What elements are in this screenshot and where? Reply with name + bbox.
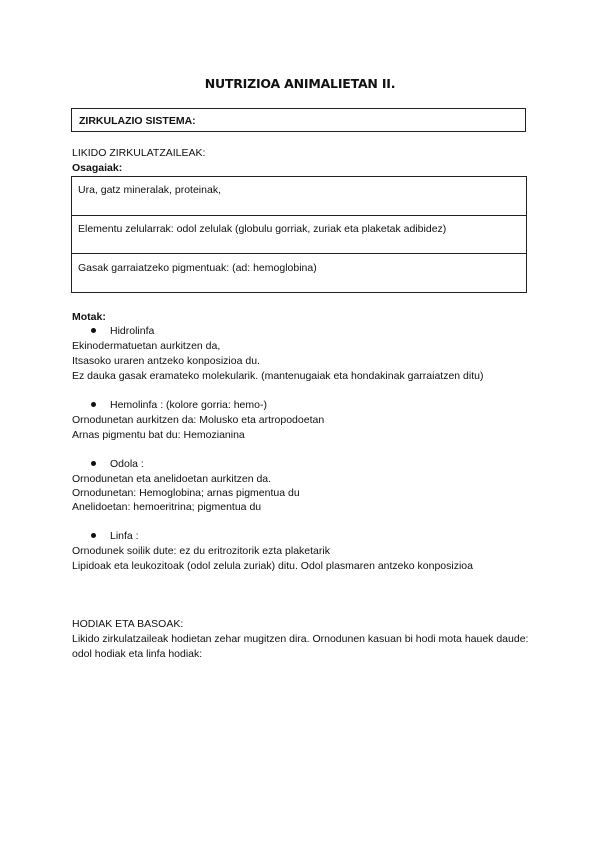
page-title: NUTRIZIOA ANIMALIETAN II. bbox=[204, 76, 396, 91]
components-row bbox=[72, 254, 526, 292]
bullet-icon bbox=[91, 461, 96, 466]
type-line: Arnas pigmentu bat du: Hemozianina bbox=[72, 429, 245, 441]
bullet-icon bbox=[91, 533, 96, 538]
type-line: Ornodunetan aurkitzen da: Molusko eta artropodoetan bbox=[72, 414, 325, 426]
section-heading-box bbox=[71, 108, 526, 132]
components-row bbox=[72, 216, 526, 254]
type-line: Ornodunek soilik dute: ez du eritrozitorik ezta plaketarik bbox=[72, 545, 330, 557]
type-name: Odola : bbox=[110, 458, 144, 470]
section-heading: ZIRKULAZIO SISTEMA: bbox=[79, 115, 196, 127]
type-line: Itsasoko uraren antzeko konposizioa du. bbox=[72, 355, 260, 367]
type-line: Ornodunetan eta anelidoetan aurkitzen da. bbox=[72, 473, 272, 485]
type-bullet-hemolinfa bbox=[91, 398, 267, 413]
components-table bbox=[71, 176, 527, 293]
type-line: Ornodunetan: Hemoglobina; arnas pigmentua du bbox=[72, 487, 300, 499]
type-line: Lipidoak eta leukozitoak (odol zelula zuriak) ditu. Odol plasmaren antzeko konposizioa bbox=[72, 560, 473, 572]
component-text: Ura, gatz mineralak, proteinak, bbox=[78, 184, 221, 196]
type-line: Anelidoetan: hemoeritrina; pigmentua du bbox=[72, 501, 262, 513]
type-name: Linfa : bbox=[110, 530, 139, 542]
component-text: Gasak garraiatzeko pigmentuak: (ad: hemoglobina) bbox=[78, 262, 317, 274]
liquid-heading: LIKIDO ZIRKULATZAILEAK: bbox=[72, 147, 206, 159]
type-bullet-hidrolinfa bbox=[91, 324, 154, 339]
type-name: Hidrolinfa bbox=[110, 325, 155, 337]
vessels-paragraph: Likido zirkulatzaileak hodietan zehar mugitzen dira. Ornodunen kasuan bi hodi mota hauek daude: odol hodiak eta linfa hodiak: bbox=[72, 633, 529, 660]
types-label: Motak: bbox=[72, 311, 106, 323]
bullet-icon bbox=[91, 328, 96, 333]
component-text: Elementu zelularrak: odol zelulak (globulu gorriak, zuriak eta plaketak adibidez) bbox=[78, 223, 447, 235]
type-name: Hemolinfa : (kolore gorria: hemo-) bbox=[110, 399, 267, 411]
type-line: Ekinodermatuetan aurkitzen da, bbox=[72, 340, 221, 352]
type-bullet-odola bbox=[91, 457, 144, 472]
type-bullet-linfa bbox=[91, 529, 139, 544]
bullet-icon bbox=[91, 402, 96, 407]
components-label: Osagaiak: bbox=[72, 162, 123, 174]
type-line: Ez dauka gasak eramateko molekularik. (mantenugaiak eta hondakinak garraiatzen ditu) bbox=[72, 370, 484, 382]
components-row bbox=[72, 177, 526, 216]
vessels-heading: HODIAK ETA BASOAK: bbox=[72, 618, 184, 630]
